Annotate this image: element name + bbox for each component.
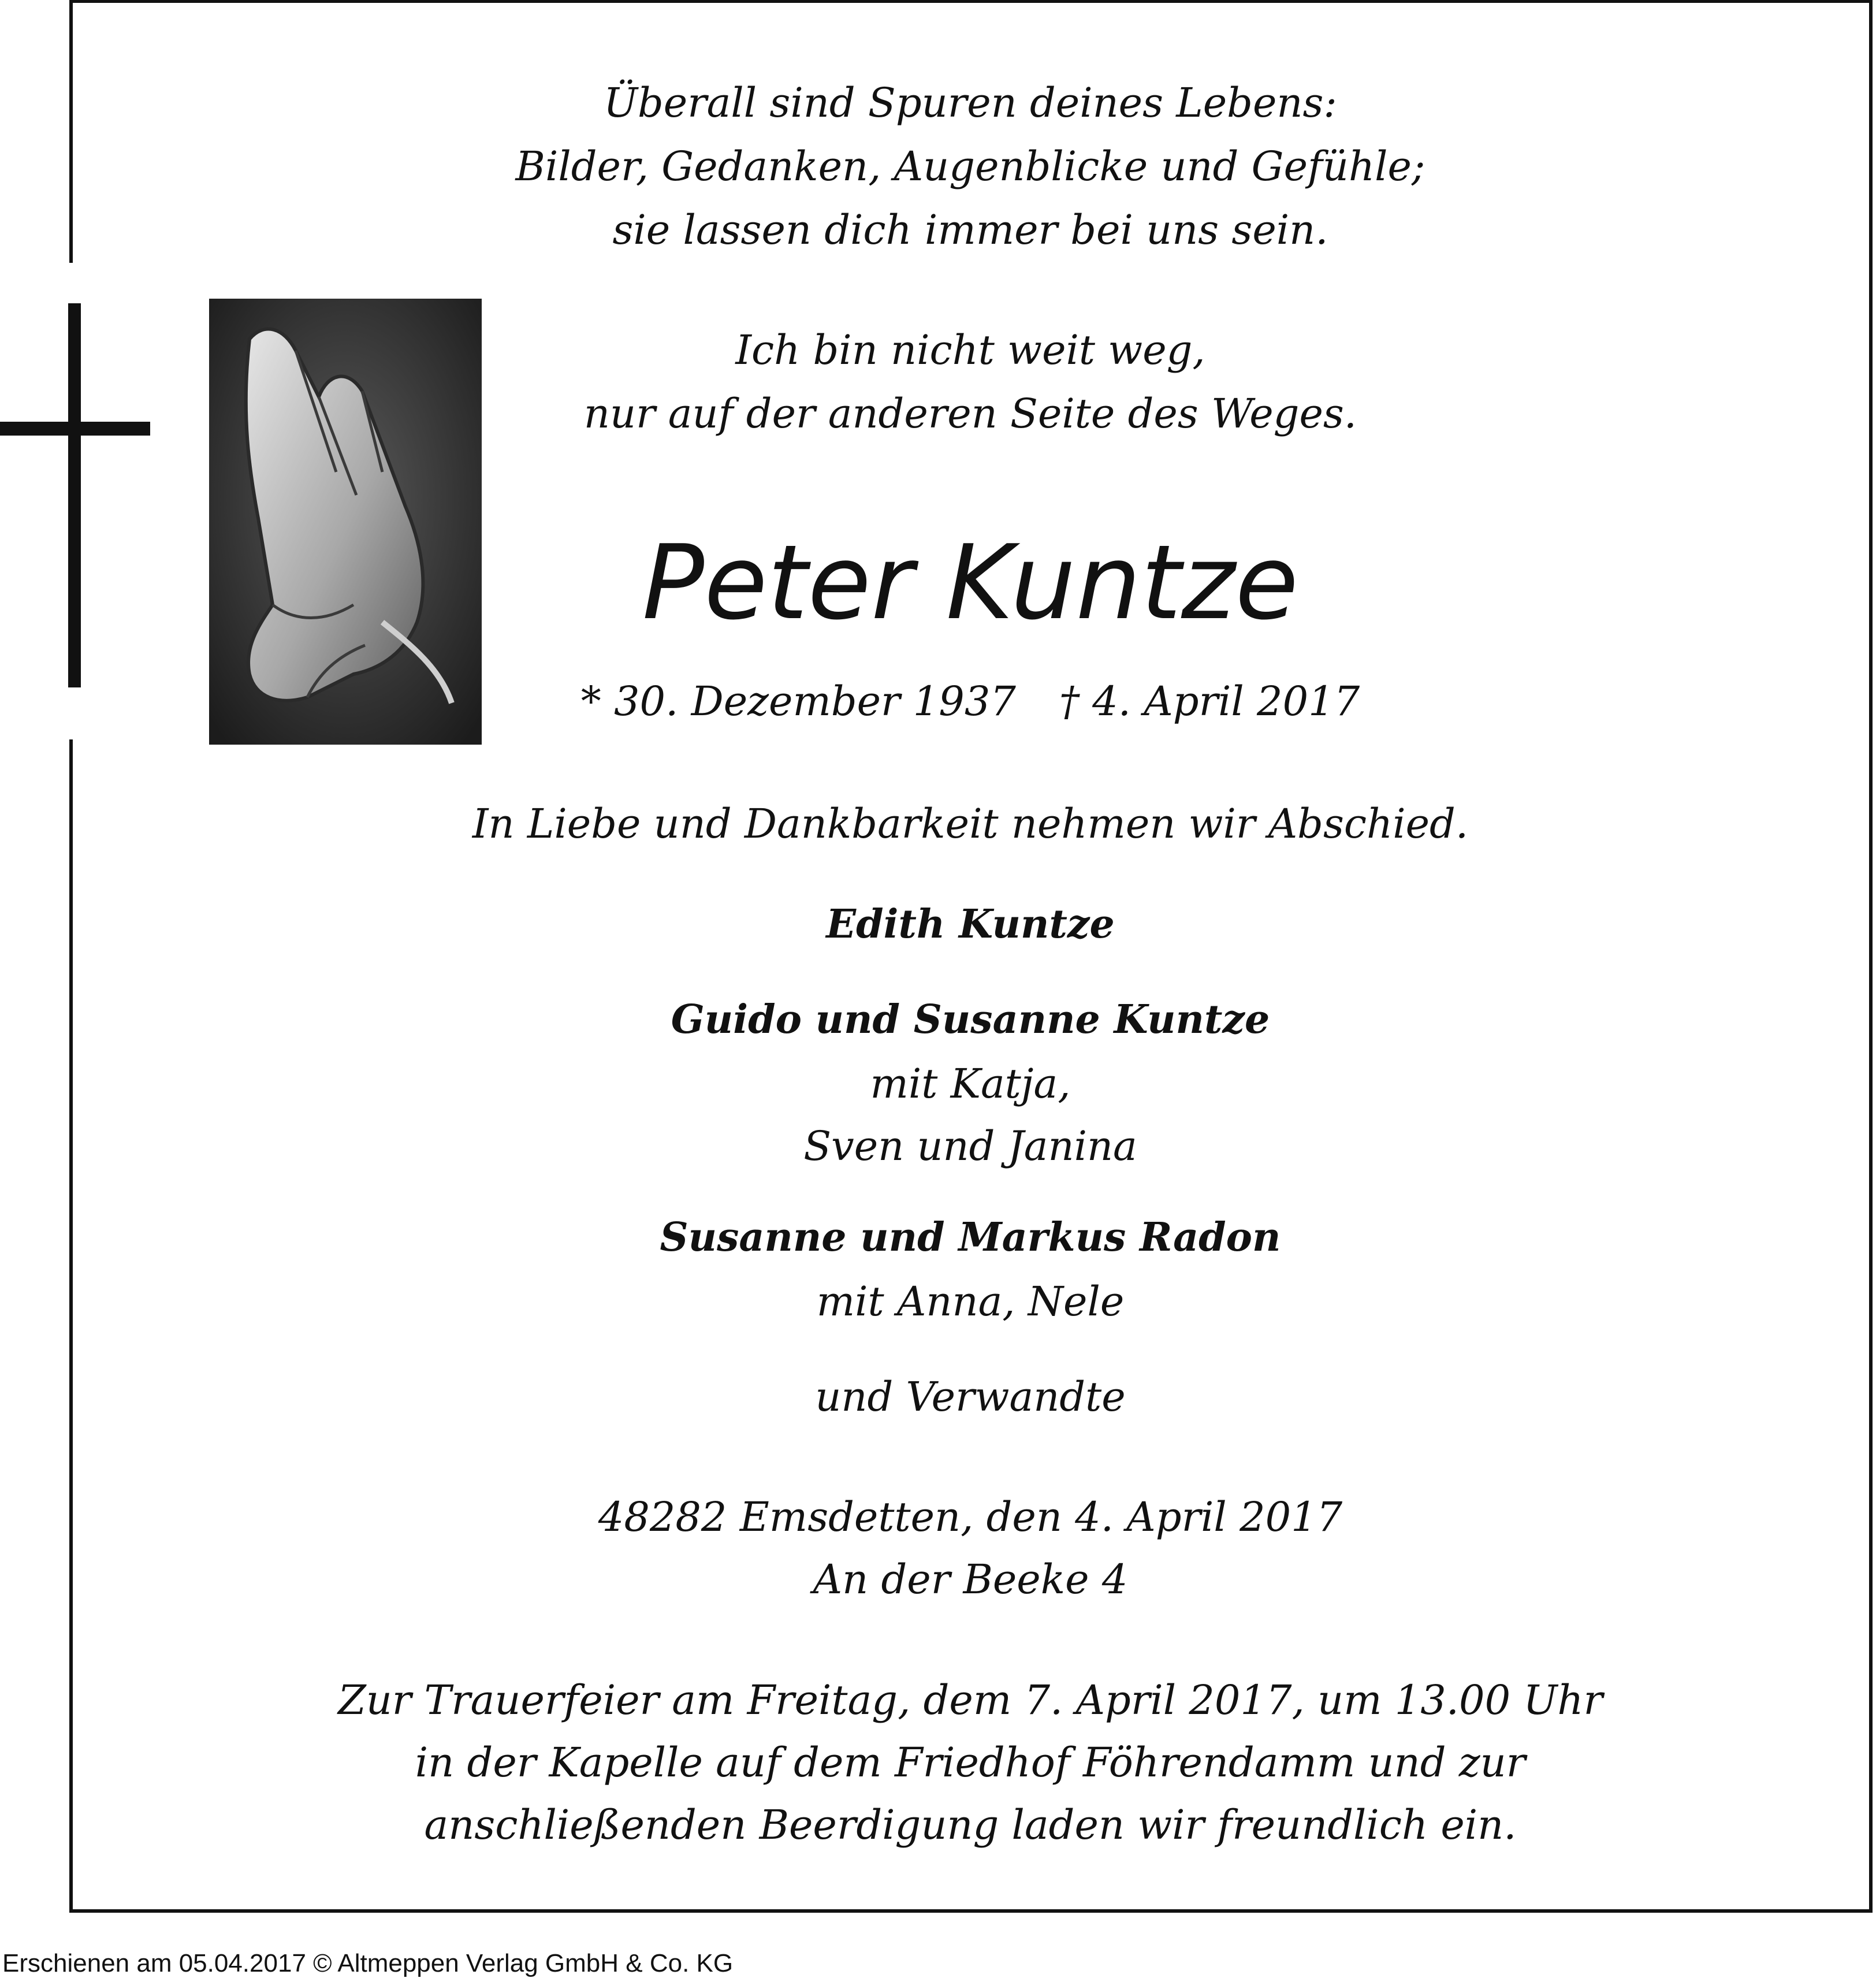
mourner-name: Susanne und Markus Radon (660, 1214, 1281, 1261)
poem-line-3: sie lassen dich immer bei uns sein. (612, 206, 1328, 254)
address-street-line: An der Beeke 4 (813, 1556, 1128, 1603)
mourner-children: Sven und Janina (803, 1122, 1137, 1170)
frame-bottom-border (69, 1909, 1873, 1913)
farewell-text: In Liebe und Dankbarkeit nehmen wir Abschied. (472, 800, 1469, 847)
poem-line-5: nur auf der anderen Seite des Weges. (583, 390, 1357, 437)
birth-date: * 30. Dezember 1937 (580, 678, 1016, 725)
mourner-children: mit Anna, Nele (816, 1278, 1125, 1325)
poem-line-1: Überall sind Spuren deines Lebens: (603, 79, 1337, 127)
mourner-children: mit Katja, (870, 1060, 1071, 1107)
death-date: † 4. April 2017 (1059, 678, 1360, 725)
ceremony-line-1: Zur Trauerfeier am Freitag, dem 7. April 2017, um 13.00 Uhr (338, 1676, 1603, 1724)
deceased-name: Peter Kuntze (642, 523, 1299, 642)
mourner-name: Edith Kuntze (826, 901, 1115, 947)
ceremony-line-3: anschließenden Beerdigung laden wir freundlich ein. (424, 1801, 1517, 1849)
poem-line-2: Bilder, Gedanken, Augenblicke und Gefühle; (515, 143, 1425, 190)
poem-line-4: Ich bin nicht weit weg, (735, 326, 1205, 374)
publication-footer: Erschienen am 05.04.2017 © Altmeppen Verlag GmbH & Co. KG (2, 1949, 734, 1977)
ceremony-line-2: in der Kapelle auf dem Friedhof Föhrendamm und zur (415, 1739, 1526, 1786)
frame-right-border (1869, 0, 1873, 1913)
relatives-text: und Verwandte (815, 1373, 1126, 1421)
mourner-name: Guido und Susanne Kuntze (671, 997, 1270, 1043)
address-date-line: 48282 Emsdetten, den 4. April 2017 (598, 1493, 1343, 1541)
life-dates (0, 678, 1876, 725)
frame-top-border (69, 0, 1873, 3)
